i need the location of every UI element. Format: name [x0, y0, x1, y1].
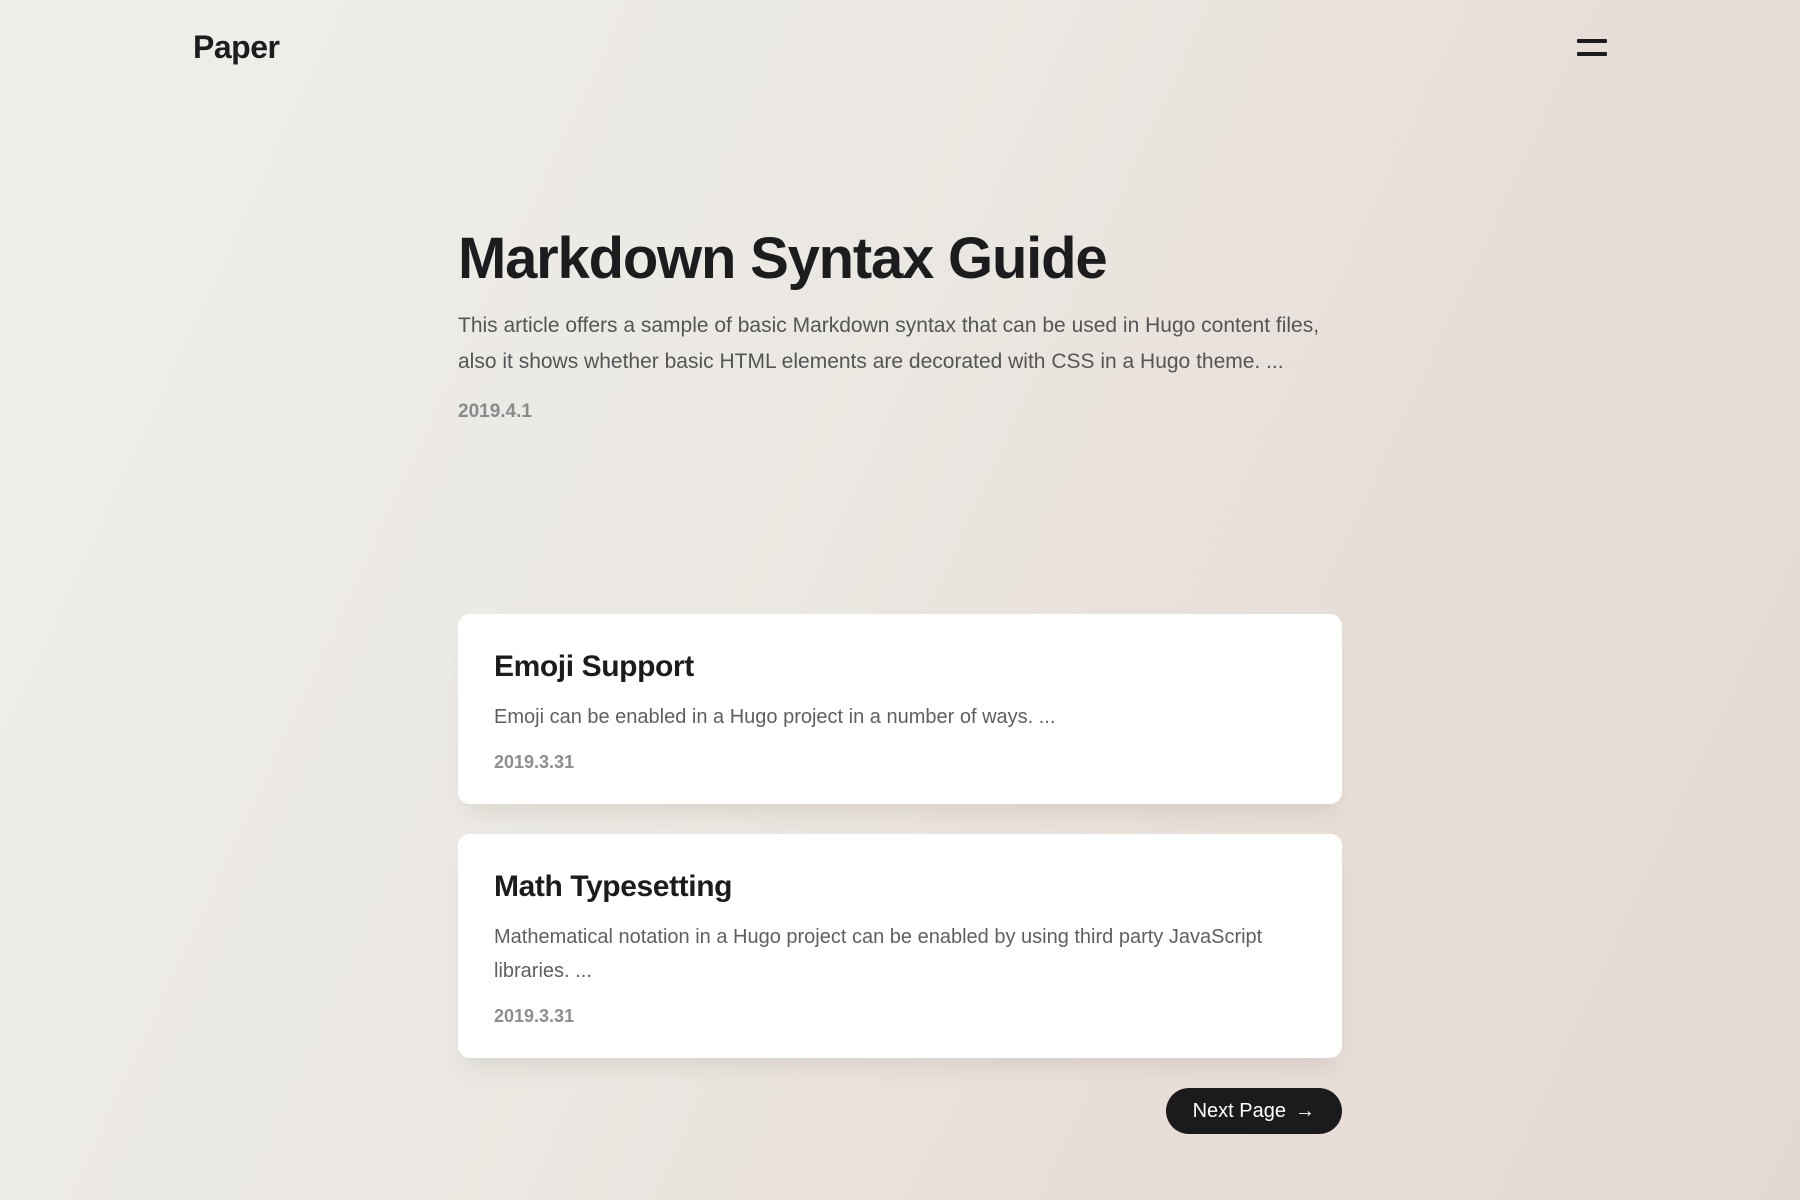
- main-content: [458, 226, 1342, 1134]
- post-card-summary: Mathematical notation in a Hugo project can be enabled by using third party JavaScript libraries. ...: [494, 926, 1263, 982]
- post-card[interactable]: [458, 614, 1342, 804]
- arrow-right-icon: →: [1295, 1100, 1315, 1122]
- hamburger-icon: [1577, 52, 1607, 56]
- post-card[interactable]: [458, 834, 1342, 1058]
- pagination: [458, 1088, 1342, 1134]
- post-card-title: Emoji Support: [494, 650, 694, 683]
- post-card-date: 2019.3.31: [494, 752, 575, 772]
- site-header: [0, 0, 1800, 70]
- post-card-title: Math Typesetting: [494, 870, 733, 903]
- featured-post-summary: This article offers a sample of basic Markdown syntax that can be used in Hugo content files, also it shows whether basic HTML elements are decorated with CSS in a Hugo theme. ...: [458, 314, 1320, 373]
- next-page-label: Next Page: [1192, 1099, 1286, 1122]
- site-logo[interactable]: Paper: [193, 29, 280, 65]
- menu-button[interactable]: [1577, 33, 1607, 62]
- featured-post-title[interactable]: Markdown Syntax Guide: [458, 226, 1107, 291]
- featured-post: [458, 226, 1342, 426]
- hamburger-icon: [1577, 39, 1607, 43]
- next-page-button[interactable]: [1166, 1088, 1342, 1134]
- post-card-date: 2019.3.31: [494, 1006, 575, 1026]
- featured-post-date: 2019.4.1: [458, 401, 532, 422]
- post-card-summary: Emoji can be enabled in a Hugo project in a number of ways. ...: [494, 706, 1056, 728]
- post-list: [458, 614, 1342, 1058]
